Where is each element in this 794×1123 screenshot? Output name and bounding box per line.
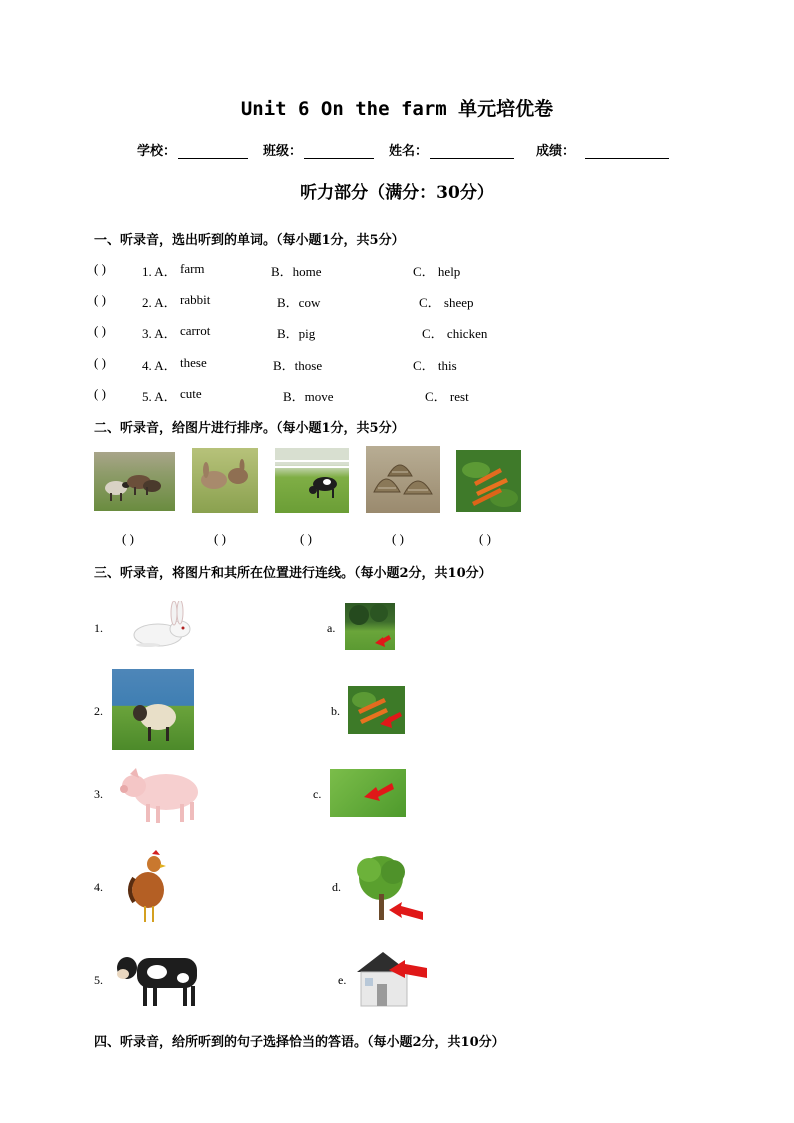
- match-right-label-c: c.: [313, 787, 322, 801]
- q3-option-a: carrot: [180, 323, 211, 338]
- match-left-label-5: 5.: [94, 973, 103, 987]
- baskets-photo: [366, 446, 440, 513]
- class-blank[interactable]: [304, 144, 374, 159]
- q3-option-c: C． chicken: [422, 326, 488, 341]
- q4-num: 4. A．: [142, 358, 177, 373]
- match-left-label-4: 4.: [94, 880, 103, 894]
- grass-picture[interactable]: [330, 769, 406, 817]
- pig-picture[interactable]: [112, 764, 208, 827]
- match-right-label-d: d.: [332, 880, 341, 894]
- q4-option-a: these: [180, 355, 207, 370]
- q2-paren[interactable]: ( ): [94, 292, 106, 307]
- q5-option-b: B．move: [283, 389, 334, 404]
- q5-paren[interactable]: ( ): [94, 386, 106, 401]
- score-label: 成绩：: [536, 144, 576, 159]
- house-picture[interactable]: [353, 948, 428, 1010]
- match-right-label-a: a.: [327, 621, 336, 635]
- q1-paren[interactable]: ( ): [94, 261, 106, 276]
- q3-option-b: B．pig: [277, 326, 316, 341]
- match-left-label-2: 2.: [94, 704, 103, 718]
- school-blank[interactable]: [178, 144, 248, 159]
- q2-num: 2. A．: [142, 295, 177, 310]
- order-paren-5[interactable]: ( ): [479, 531, 491, 546]
- cow-picture[interactable]: [111, 948, 208, 1010]
- page-title: Unit 6 On the farm 单元培优卷: [240, 98, 554, 120]
- q5-option-c: C． rest: [425, 389, 469, 404]
- name-field: [389, 140, 514, 159]
- tree-picture[interactable]: [347, 850, 425, 922]
- park-grass-picture[interactable]: [345, 603, 395, 650]
- q3-num: 3. A．: [142, 326, 177, 341]
- class-label: 班级：: [263, 144, 303, 159]
- cow-photo: [275, 448, 349, 513]
- section-subtitle: 听力部分（满分：30分）: [300, 183, 494, 203]
- school-field: [137, 140, 248, 159]
- rabbits-photo: [192, 448, 258, 513]
- q2-option-c: C． sheep: [419, 295, 474, 310]
- q1-option-b: B．home: [271, 264, 322, 279]
- section2-heading: 二、听录音，给图片进行排序。（每小题1分，共5分）: [94, 421, 405, 436]
- score-field: [536, 140, 669, 159]
- carrots-photo: [456, 450, 521, 512]
- q4-option-b: B．those: [273, 358, 323, 373]
- sheep-picture[interactable]: [112, 669, 194, 750]
- q2-option-b: B．cow: [277, 295, 321, 310]
- q1-option-c: C． help: [413, 264, 461, 279]
- section3-heading: 三、听录音，将图片和其所在位置进行连线。（每小题2分，共10分）: [94, 566, 492, 581]
- q5-option-a: cute: [180, 386, 202, 401]
- order-paren-2[interactable]: ( ): [214, 531, 226, 546]
- order-paren-3[interactable]: ( ): [300, 531, 312, 546]
- match-left-label-1: 1.: [94, 621, 103, 635]
- school-label: 学校：: [137, 144, 177, 159]
- rabbit-picture[interactable]: [128, 601, 196, 651]
- section1-heading: 一、听录音，选出听到的单词。（每小题1分，共5分）: [94, 233, 405, 248]
- order-paren-1[interactable]: ( ): [122, 531, 134, 546]
- q3-paren[interactable]: ( ): [94, 323, 106, 338]
- match-right-label-b: b.: [331, 704, 340, 718]
- match-left-label-3: 3.: [94, 787, 103, 801]
- class-field: [263, 140, 374, 159]
- section4-heading: 四、听录音，给所听到的句子选择恰当的答语。（每小题2分，共10分）: [94, 1035, 505, 1050]
- q2-option-a: rabbit: [180, 292, 211, 307]
- q5-num: 5. A．: [142, 389, 177, 404]
- q4-paren[interactable]: ( ): [94, 355, 106, 370]
- match-right-label-e: e.: [338, 973, 347, 987]
- carrots-picture[interactable]: [348, 686, 405, 734]
- q1-num: 1. A．: [142, 264, 177, 279]
- score-blank[interactable]: [585, 144, 669, 159]
- order-paren-4[interactable]: ( ): [392, 531, 404, 546]
- chicken-picture[interactable]: [126, 850, 174, 928]
- q1-option-a: farm: [180, 261, 205, 276]
- name-label: 姓名：: [389, 144, 429, 159]
- name-blank[interactable]: [430, 144, 514, 159]
- sheep-photo: [94, 452, 175, 511]
- q4-option-c: C． this: [413, 358, 457, 373]
